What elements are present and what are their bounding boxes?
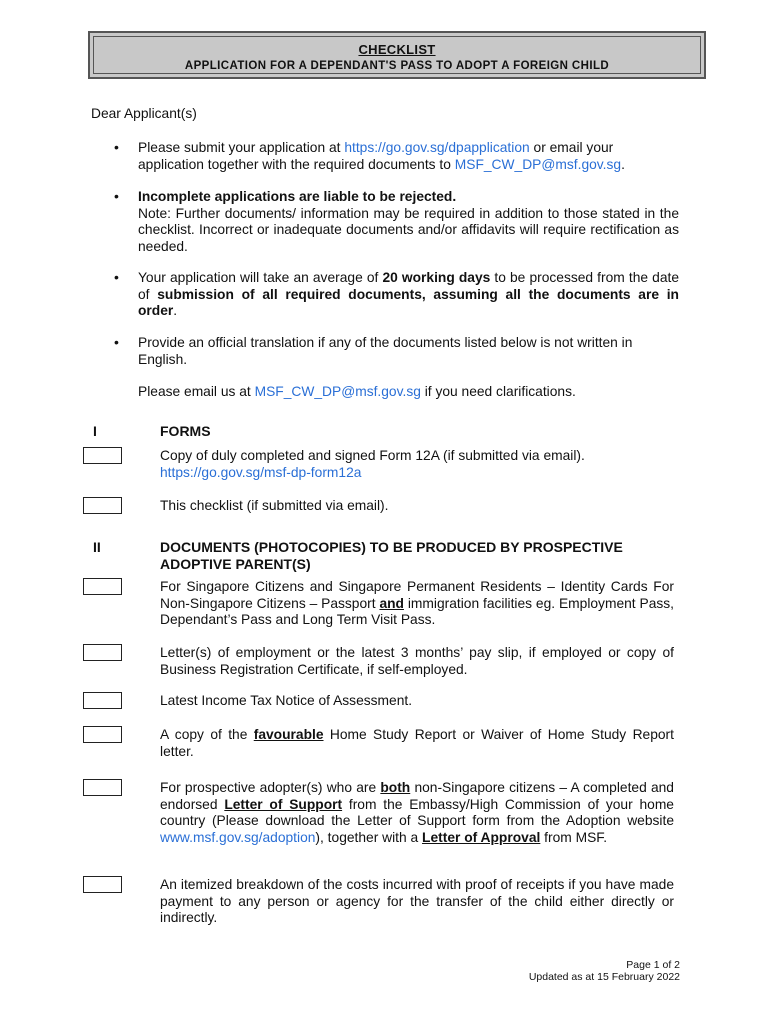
item-costs: An itemized breakdown of the costs incurred with proof of receipts if you have made payment to any person or agency for the transfer of the child either directly or indirectly.: [160, 877, 674, 925]
section-1-title: FORMS: [160, 423, 211, 439]
section-2-title: DOCUMENTS (PHOTOCOPIES) TO BE PRODUCED BY PROSPECTIVE ADOPTIVE PARENT(S): [160, 539, 623, 572]
msf-email-link-2[interactable]: MSF_CW_DP@msf.gov.sg: [254, 384, 421, 399]
item-home-study: A copy of the favourable Home Study Report or Waiver of Home Study Report letter.: [160, 727, 674, 759]
checkbox-home-study[interactable]: [83, 726, 122, 743]
section-1-number: I: [93, 423, 97, 439]
dp-application-link[interactable]: https://go.gov.sg/dpapplication: [344, 140, 530, 155]
item-letter-support: For prospective adopter(s) who are both non-Singapore citizens – A completed and endorsed Letter of Support from the Embassy/High Commission of your home country (Please download the Letter of Support form from the Adoption website www.msf.gov.sg/adoption), together with a Letter of Approval from MSF.: [160, 780, 674, 845]
checkbox-costs[interactable]: [83, 876, 122, 893]
bullet-processing: Your application will take an average of 20 working days to be processed from the date of submission of all required documents, assuming all the documents are in order.: [138, 270, 679, 318]
checklist-title: CHECKLIST: [358, 42, 436, 57]
clarification-line: Please email us at MSF_CW_DP@msf.gov.sg if you need clarifications.: [138, 384, 576, 399]
item-identity: For Singapore Citizens and Singapore Permanent Residents – Identity Cards For Non-Singapore Citizens – Passport and immigration facilities eg. Employment Pass, Dependant’s Pass and Long Term Visit Pass.: [160, 579, 674, 627]
greeting: Dear Applicant(s): [91, 106, 197, 121]
section-2-number: II: [93, 539, 101, 555]
bullet-submit: Please submit your application at https://go.gov.sg/dpapplication or email your application together with the required documents to MSF_CW_DP@msf.gov.sg.: [138, 140, 625, 172]
page-number: Page 1 of 2: [626, 959, 680, 971]
checklist-subtitle: APPLICATION FOR A DEPENDANT'S PASS TO ADOPT A FOREIGN CHILD: [184, 60, 610, 72]
bullet-dot-icon: •: [114, 334, 119, 350]
header-box: [88, 31, 706, 79]
checkbox-income-tax[interactable]: [83, 692, 122, 709]
checkbox-form-12a[interactable]: [83, 447, 122, 464]
note-text: Note: Further documents/ information may be required in addition to those stated in the checklist. Incorrect or inadequate documents and/or affidavits will require rectification as needed.: [138, 205, 679, 254]
item-checklist: This checklist (if submitted via email).: [160, 498, 389, 513]
updated-date: Updated as at 15 February 2022: [528, 971, 680, 983]
bullet-incomplete: Incomplete applications are liable to be rejected. Note: Further documents/ information may be required in addition to those stated in the checklist. Incorrect or inadequate documents and/or affidavits will require rectification as needed.: [138, 189, 679, 254]
form-12a-link[interactable]: https://go.gov.sg/msf-dp-form12a: [160, 464, 362, 480]
item-employment: Letter(s) of employment or the latest 3 months’ pay slip, if employed or copy of Business Registration Certificate, if self-employed.: [160, 645, 674, 677]
msf-email-link[interactable]: MSF_CW_DP@msf.gov.sg: [454, 156, 622, 172]
item-income-tax: Latest Income Tax Notice of Assessment.: [160, 693, 413, 708]
checkbox-checklist[interactable]: [83, 497, 122, 514]
checkbox-identity[interactable]: [83, 578, 122, 595]
item-form-12a: Copy of duly completed and signed Form 12A (if submitted via email). https://go.gov.sg/msf-dp-form12a: [160, 448, 680, 481]
bullet-dot-icon: •: [114, 269, 119, 285]
bullet-translation: Provide an official translation if any of the documents listed below is not written in English.: [138, 335, 633, 367]
checkbox-letter-support[interactable]: [83, 779, 122, 796]
bullet-dot-icon: •: [114, 188, 119, 204]
checkbox-employment[interactable]: [83, 644, 122, 661]
adoption-website-link[interactable]: www.msf.gov.sg/adoption: [160, 829, 316, 845]
bullet-dot-icon: •: [114, 139, 119, 155]
